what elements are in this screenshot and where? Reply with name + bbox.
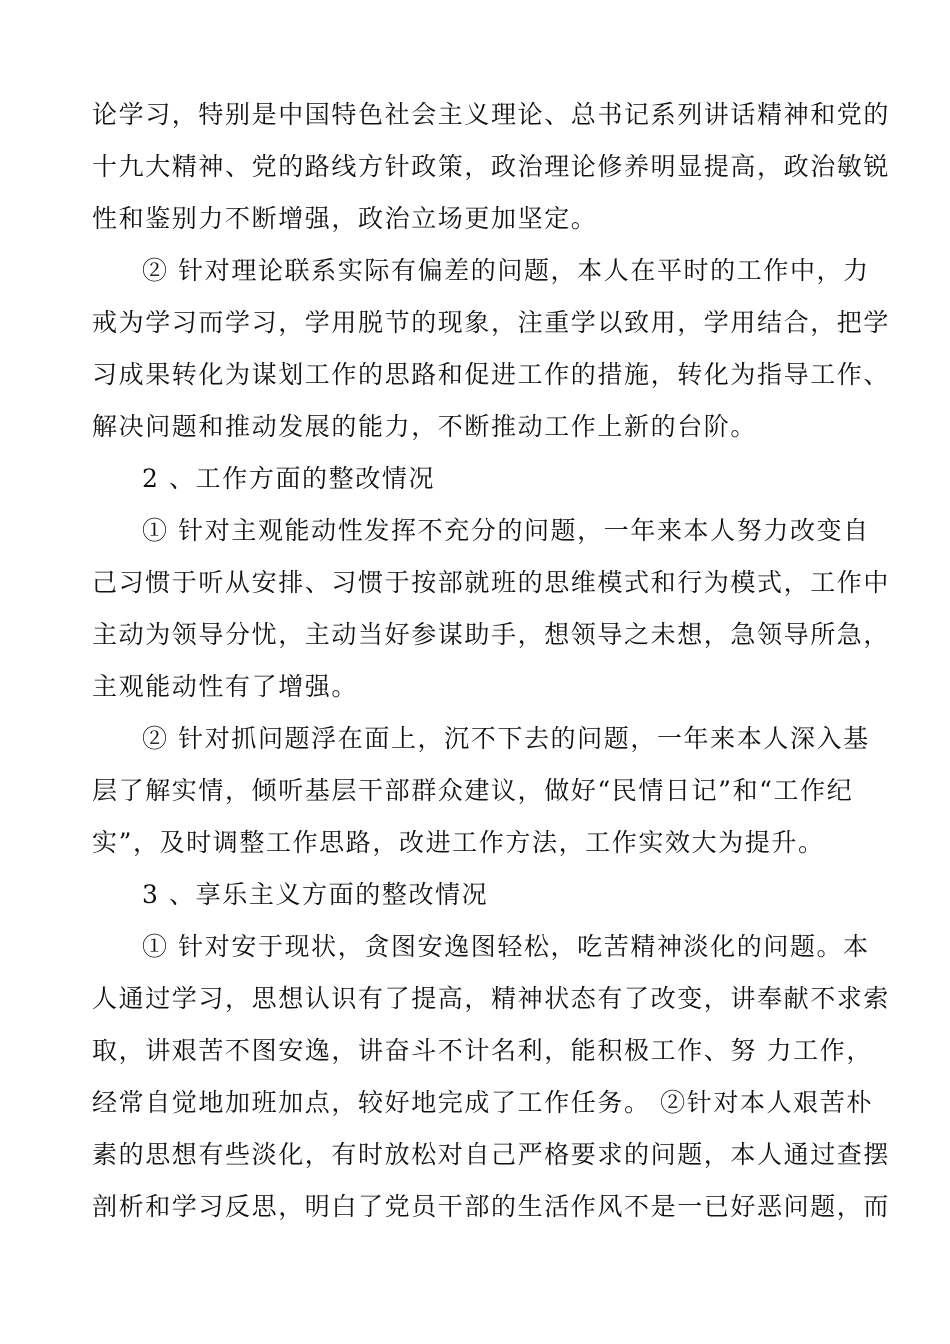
text-line-13: ② 针对抓问题浮在面上，沉不下去的问题，一年来本人深入基 — [142, 724, 870, 753]
text-line-18: 人通过学习，思想认识有了提高，精神状态有了改变，讲奉献不求索 — [92, 984, 891, 1013]
text-line-7: 解决问题和推动发展的能力，不断推动工作上新的台阶。 — [92, 412, 758, 441]
text-line-4: ② 针对理论联系实际有偏差的问题，本人在平时的工作中，力 — [142, 256, 870, 285]
text-line-19: 取，讲艰苦不图安逸，讲奋斗不计名利，能积极工作、努 力工作， — [92, 1036, 873, 1065]
text-line-5: 戒为学习而学习，学用脱节的现象，注重学以致用，学用结合，把学 — [92, 308, 891, 337]
text-line-22: 剖析和学习反思，明白了党员干部的生活作风不是一已好恶问题，而 — [92, 1192, 891, 1221]
text-line-1: 论学习，特别是中国特色社会主义理论、总书记系列讲话精神和党的 — [92, 100, 891, 129]
text-line-14: 层了解实情，倾听基层干部群众建议，做好“民情日记”和“工作纪 — [92, 776, 854, 805]
text-line-21: 素的思想有些淡化，有时放松对自己严格要求的问题，本人通过查摆 — [92, 1140, 891, 1169]
text-line-6: 习成果转化为谋划工作的思路和促进工作的措施，转化为指导工作、 — [92, 360, 891, 389]
section-heading-3: 3 、享乐主义方面的整改情况 — [142, 880, 489, 909]
text-line-17: ① 针对安于现状，贪图安逸图轻松，吃苦精神淡化的问题。本 — [142, 932, 870, 961]
text-line-9: ① 针对主观能动性发挥不充分的问题，一年来本人努力改变自 — [142, 516, 870, 545]
text-line-2: 十九大精神、党的路线方针政策，政治理论修养明显提高，政治敏锐 — [92, 152, 891, 181]
text-line-20: 经常自觉地加班加点，较好地完成了工作任务。 ②针对本人艰苦朴 — [92, 1088, 873, 1117]
text-line-11: 主动为领导分忧，主动当好参谋助手，想领导之未想，急领导所急， — [92, 620, 891, 649]
text-line-12: 主观能动性有了增强。 — [92, 672, 359, 701]
text-line-15: 实”，及时调整工作思路，改进工作方法，工作实效大为提升。 — [92, 828, 825, 857]
text-line-3: 性和鉴别力不断增强，政治立场更加坚定。 — [92, 204, 598, 233]
section-heading-2: 2 、工作方面的整改情况 — [142, 464, 436, 493]
text-line-10: 己习惯于听从安排、习惯于按部就班的思维模式和行为模式，工作中 — [92, 568, 891, 597]
